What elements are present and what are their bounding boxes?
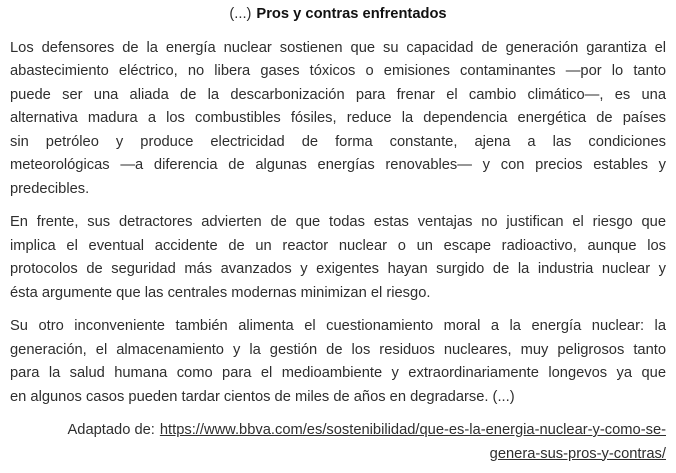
text-line: en algunos casos pueden tardar cientos de miles de años en degradarse. (...) — [10, 388, 515, 405]
text-line: sin petróleo y produce electricidad de forma constante, ajena a las condiciones — [10, 133, 666, 150]
text-line: En frente, sus detractores advierten de que todas estas ventajas no justifican el riesgo que — [10, 214, 666, 230]
attribution-line-2 — [10, 443, 666, 467]
paragraph-pros — [10, 37, 666, 202]
source-link-continuation[interactable]: genera-sus-pros-y-contras/ — [489, 445, 666, 462]
text-line: predecibles. — [10, 180, 90, 197]
text-line: abastecimiento eléctrico, no libera gases tóxicos o emisiones contaminantes —por lo tanto — [10, 63, 666, 79]
source-label: Adaptado de: — [67, 422, 155, 438]
source-link[interactable]: https://www.bbva.com/es/sostenibilidad/que-es-la-energia-nuclear-y-como-se- — [159, 422, 666, 438]
text-line: ésta argumente que las centrales modernas minimizan el riesgo. — [10, 284, 431, 301]
title-text: Pros y contras enfrentados — [256, 6, 447, 22]
paragraph-residuos — [10, 315, 666, 409]
text-line: meteorológicas —a diferencia de algunas energías renovables— y con precios estables y — [10, 157, 666, 173]
attribution-line-1 — [10, 419, 666, 443]
text-line: puede ser una aliada de la descarbonización para frenar el cambio climático—, es una — [10, 86, 666, 103]
source-attribution — [10, 419, 666, 466]
text-line: alternativa madura a los combustibles fósiles, reduce la dependencia energética de países — [10, 110, 666, 126]
text-line: para la salud humana como para el medioambiente y extraordinariamente longevos ya que — [10, 365, 666, 381]
text-line: generación, el almacenamiento y la gestión de los residuos nucleares, muy peligrosos tanto — [10, 341, 666, 358]
title-ellipsis-prefix: (...) — [229, 6, 252, 22]
text-line: protocolos de seguridad más avanzados y exigentes hayan surgido de la industria nuclear y — [10, 261, 666, 277]
text-line: Los defensores de la energía nuclear sostienen que su capacidad de generación garantiza el — [10, 39, 666, 56]
document-title — [10, 3, 666, 27]
text-line: implica el eventual accidente de un reactor nuclear o un escape radioactivo, aunque los — [10, 237, 666, 254]
paragraph-contras — [10, 211, 666, 305]
text-line: Su otro inconveniente también alimenta el cuestionamiento moral a la energía nuclear: la — [10, 318, 666, 334]
